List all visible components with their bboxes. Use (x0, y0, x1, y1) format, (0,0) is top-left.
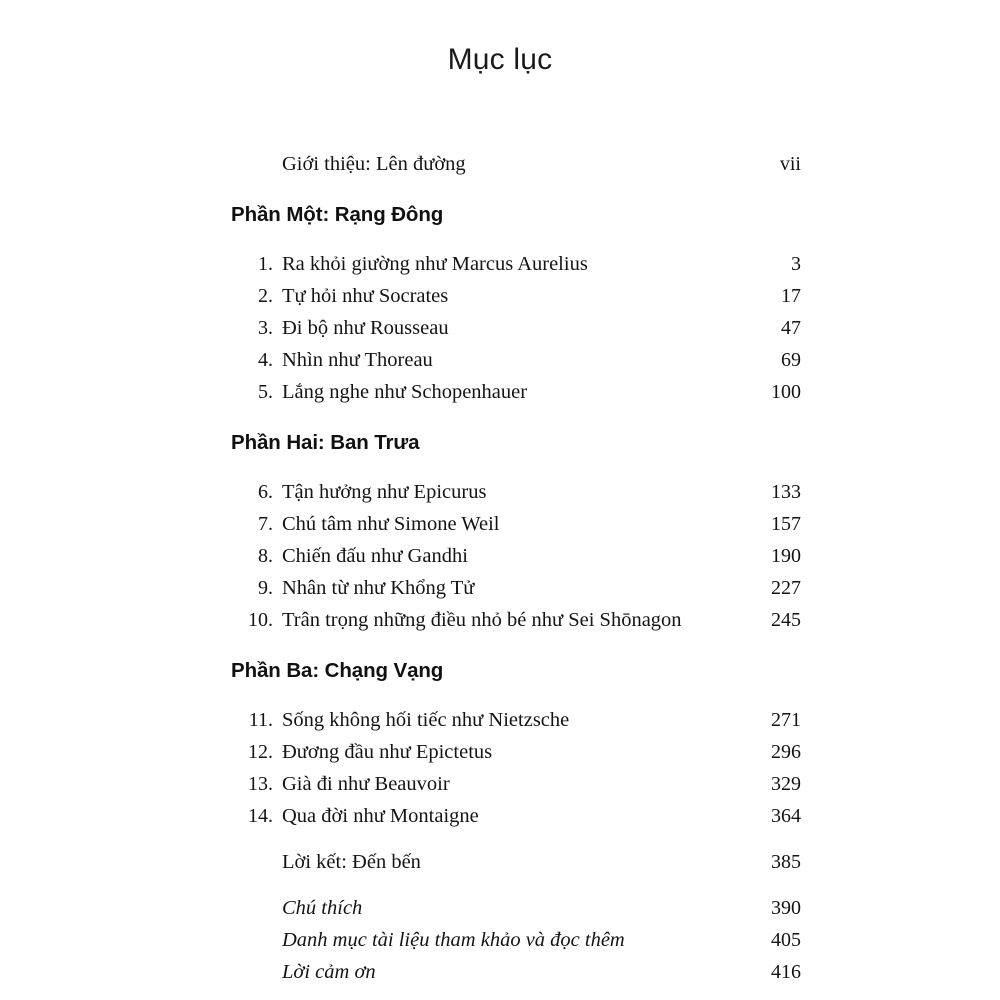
entry-page-number: 245 (771, 609, 801, 631)
entry-title: Lắng nghe như Schopenhauer (282, 381, 528, 403)
entry-number: 1. (258, 253, 273, 275)
entry-page-number: 329 (771, 773, 801, 795)
toc-entry-chapter-8[interactable] (231, 540, 801, 572)
toc-entry-chapter-12[interactable] (231, 736, 801, 768)
entry-number: 11. (248, 709, 273, 731)
entry-page-number: 100 (771, 381, 801, 403)
entry-number: 6. (258, 481, 273, 503)
entry-number: 4. (258, 349, 273, 371)
toc-entry-chapter-10[interactable] (231, 604, 801, 636)
spacer (231, 878, 801, 892)
entry-number: 5. (258, 381, 273, 403)
toc-entry-chapter-3[interactable] (231, 312, 801, 344)
entry-title: Sống không hối tiếc như Nietzsche (282, 709, 570, 731)
entry-number: 2. (258, 285, 273, 307)
entry-number: 9. (258, 577, 273, 599)
spacer (231, 408, 801, 427)
toc-entry-chapter-13[interactable] (231, 768, 801, 800)
entry-page-number: 271 (771, 709, 801, 731)
entry-page-number: 133 (771, 481, 801, 503)
spacer (231, 636, 801, 655)
entry-page-number: 3 (791, 253, 801, 275)
entry-title: Tận hưởng như Epicurus (282, 481, 487, 503)
toc-entry-chapter-9[interactable] (231, 572, 801, 604)
entry-page-number: 296 (771, 741, 801, 763)
part-heading-label: Phần Hai: Ban Trưa (231, 431, 420, 454)
entry-title: Chú thích (282, 897, 363, 919)
entry-title: Già đi như Beauvoir (282, 773, 450, 795)
entry-title: Giới thiệu: Lên đường (282, 153, 466, 175)
toc-entry-chapter-1[interactable] (231, 248, 801, 280)
part-heading-label: Phần Ba: Chạng Vạng (231, 659, 444, 682)
toc-entry-acknowledgements[interactable] (231, 956, 801, 988)
entry-number: 13. (248, 773, 273, 795)
entry-page-number: 157 (771, 513, 801, 535)
part-heading-two (231, 427, 801, 459)
entry-page-number: 390 (771, 897, 801, 919)
toc-entry-chapter-2[interactable] (231, 280, 801, 312)
page-title: Mục lục (447, 43, 553, 76)
part-heading-three (231, 655, 801, 687)
entry-title: Chú tâm như Simone Weil (282, 513, 500, 535)
toc-entry-chapter-7[interactable] (231, 508, 801, 540)
table-of-contents (231, 148, 801, 988)
entry-title: Qua đời như Montaigne (282, 805, 479, 827)
toc-entry-chapter-11[interactable] (231, 704, 801, 736)
toc-entry-chapter-14[interactable] (231, 800, 801, 832)
toc-entry-introduction[interactable] (231, 148, 801, 180)
entry-number: 12. (248, 741, 273, 763)
spacer (231, 180, 801, 199)
entry-number: 8. (258, 545, 273, 567)
entry-number: 7. (258, 513, 273, 535)
toc-entry-bibliography[interactable] (231, 924, 801, 956)
entry-title: Đi bộ như Rousseau (282, 317, 449, 339)
entry-page-number: 190 (771, 545, 801, 567)
entry-title: Lời cảm ơn (282, 961, 376, 983)
entry-title: Trân trọng những điều nhỏ bé như Sei Shōnagon (282, 609, 682, 631)
entry-page-number: vii (779, 153, 801, 175)
entry-title: Đương đầu như Epictetus (282, 741, 493, 763)
toc-entry-epilogue[interactable] (231, 846, 801, 878)
entry-page-number: 416 (771, 961, 801, 983)
spacer (231, 832, 801, 846)
entry-page-number: 47 (781, 317, 801, 339)
part-heading-label: Phần Một: Rạng Đông (231, 203, 444, 226)
entry-page-number: 69 (781, 349, 801, 371)
entry-page-number: 405 (771, 929, 801, 951)
toc-entry-chapter-6[interactable] (231, 476, 801, 508)
entry-title: Chiến đấu như Gandhi (282, 545, 468, 567)
entry-title: Ra khỏi giường như Marcus Aurelius (282, 253, 588, 275)
entry-page-number: 364 (771, 805, 801, 827)
entry-title: Nhân từ như Khổng Tử (282, 577, 475, 599)
toc-entry-notes[interactable] (231, 892, 801, 924)
spacer (231, 231, 801, 248)
entry-title: Danh mục tài liệu tham khảo và đọc thêm (282, 929, 625, 951)
entry-page-number: 17 (781, 285, 801, 307)
entry-title: Lời kết: Đến bến (282, 851, 421, 873)
toc-entry-chapter-4[interactable] (231, 344, 801, 376)
entry-number: 14. (248, 805, 273, 827)
entry-page-number: 227 (771, 577, 801, 599)
entry-page-number: 385 (771, 851, 801, 873)
toc-entry-chapter-5[interactable] (231, 376, 801, 408)
entry-title: Nhìn như Thoreau (282, 349, 433, 371)
entry-number: 3. (258, 317, 273, 339)
entry-title: Tự hỏi như Socrates (282, 285, 449, 307)
part-heading-one (231, 199, 801, 231)
spacer (231, 459, 801, 476)
entry-number: 10. (248, 609, 273, 631)
spacer (231, 687, 801, 704)
